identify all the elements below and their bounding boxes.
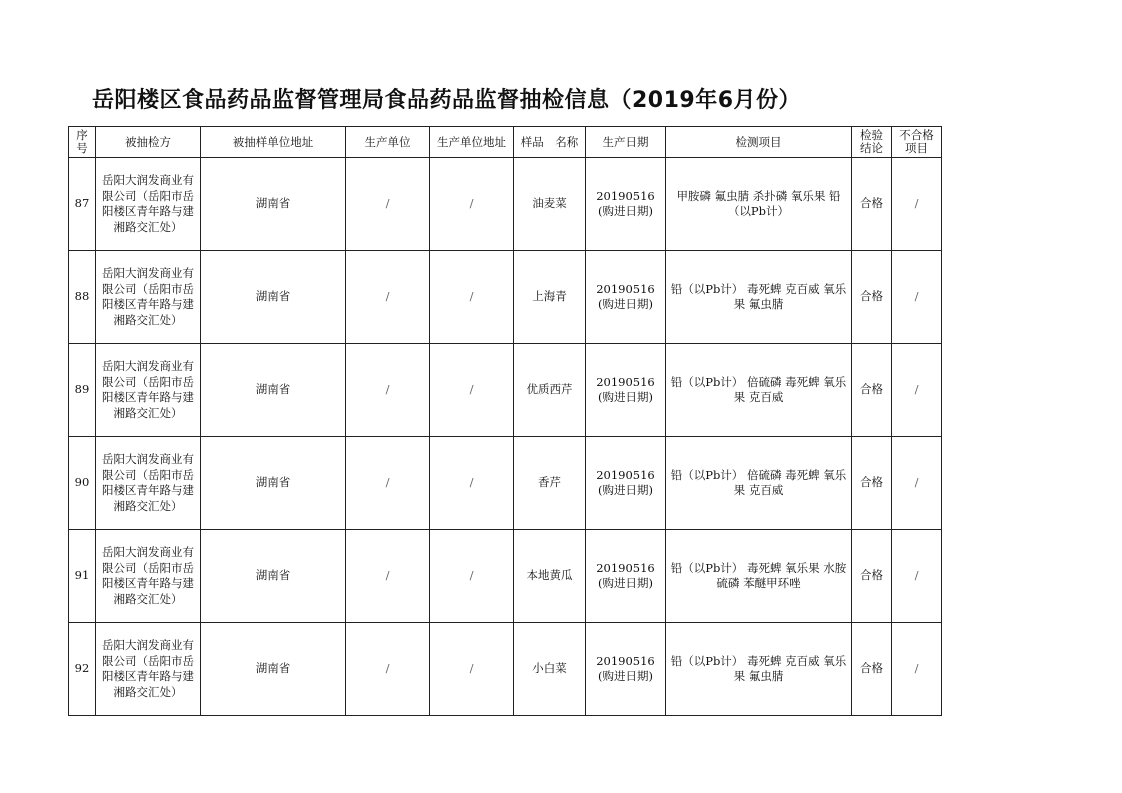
cell-no: 87 [69,158,96,251]
cell-inspected: 岳阳大润发商业有限公司（岳阳市岳阳楼区青年路与建湘路交汇处） [96,158,201,251]
cell-address: 湖南省 [201,623,346,716]
cell-producer-address: / [430,530,514,623]
cell-items: 铅（以Pb计） 毒死蜱 氧乐果 水胺硫磷 苯醚甲环唑 [666,530,852,623]
cell-producer: / [346,530,430,623]
cell-failed: / [892,437,942,530]
cell-failed: / [892,530,942,623]
cell-address: 湖南省 [201,158,346,251]
cell-producer: / [346,344,430,437]
cell-sample: 香芹 [514,437,586,530]
cell-no: 88 [69,251,96,344]
cell-producer: / [346,251,430,344]
cell-items: 铅（以Pb计） 倍硫磷 毒死蜱 氧乐果 克百威 [666,437,852,530]
header-cell-address: 被抽样单位地址 [201,127,346,158]
cell-producer: / [346,623,430,716]
cell-failed: / [892,344,942,437]
header-cell-failed: 不合格项目 [892,127,942,158]
cell-result: 合格 [852,623,892,716]
cell-inspected: 岳阳大润发商业有限公司（岳阳市岳阳楼区青年路与建湘路交汇处） [96,530,201,623]
cell-result: 合格 [852,344,892,437]
cell-producer-address: / [430,251,514,344]
cell-date: 20190516(购进日期) [586,437,666,530]
table-header [69,127,942,158]
table-body [69,158,942,716]
cell-date: 20190516(购进日期) [586,251,666,344]
table-row [69,344,942,437]
table-row [69,530,942,623]
cell-inspected: 岳阳大润发商业有限公司（岳阳市岳阳楼区青年路与建湘路交汇处） [96,251,201,344]
cell-producer: / [346,158,430,251]
cell-items: 甲胺磷 氟虫腈 杀扑磷 氧乐果 铅（以Pb计） [666,158,852,251]
cell-sample: 优质西芹 [514,344,586,437]
cell-no: 91 [69,530,96,623]
inspection-table [68,126,942,716]
cell-no: 89 [69,344,96,437]
cell-items: 铅（以Pb计） 倍硫磷 毒死蜱 氧乐果 克百威 [666,344,852,437]
cell-failed: / [892,158,942,251]
cell-failed: / [892,623,942,716]
cell-sample: 本地黄瓜 [514,530,586,623]
cell-date: 20190516(购进日期) [586,344,666,437]
cell-sample: 上海青 [514,251,586,344]
cell-inspected: 岳阳大润发商业有限公司（岳阳市岳阳楼区青年路与建湘路交汇处） [96,437,201,530]
header-cell-inspected: 被抽检方 [96,127,201,158]
cell-result: 合格 [852,530,892,623]
table-row [69,158,942,251]
cell-producer: / [346,437,430,530]
cell-address: 湖南省 [201,344,346,437]
table-row [69,251,942,344]
header-cell-result: 检验结论 [852,127,892,158]
cell-failed: / [892,251,942,344]
cell-sample: 小白菜 [514,623,586,716]
header-cell-no: 序号 [69,127,96,158]
table-row [69,623,942,716]
cell-address: 湖南省 [201,251,346,344]
header-cell-items: 检测项目 [666,127,852,158]
cell-inspected: 岳阳大润发商业有限公司（岳阳市岳阳楼区青年路与建湘路交汇处） [96,344,201,437]
cell-date: 20190516(购进日期) [586,158,666,251]
cell-result: 合格 [852,251,892,344]
cell-no: 92 [69,623,96,716]
cell-producer-address: / [430,437,514,530]
cell-date: 20190516(购进日期) [586,623,666,716]
cell-no: 90 [69,437,96,530]
header-cell-producer-address: 生产单位地址 [430,127,514,158]
cell-result: 合格 [852,158,892,251]
header-cell-date: 生产日期 [586,127,666,158]
cell-date: 20190516(购进日期) [586,530,666,623]
cell-items: 铅（以Pb计） 毒死蜱 克百威 氧乐果 氟虫腈 [666,251,852,344]
cell-address: 湖南省 [201,437,346,530]
cell-inspected: 岳阳大润发商业有限公司（岳阳市岳阳楼区青年路与建湘路交汇处） [96,623,201,716]
cell-producer-address: / [430,344,514,437]
cell-producer-address: / [430,158,514,251]
header-row [69,127,942,158]
cell-producer-address: / [430,623,514,716]
header-cell-sample: 样品 名称 [514,127,586,158]
cell-sample: 油麦菜 [514,158,586,251]
page-title: 岳阳楼区食品药品监督管理局食品药品监督抽检信息（2019年6月份） [92,88,802,113]
header-cell-producer: 生产单位 [346,127,430,158]
cell-items: 铅（以Pb计） 毒死蜱 克百威 氧乐果 氟虫腈 [666,623,852,716]
cell-address: 湖南省 [201,530,346,623]
table-row [69,437,942,530]
cell-result: 合格 [852,437,892,530]
